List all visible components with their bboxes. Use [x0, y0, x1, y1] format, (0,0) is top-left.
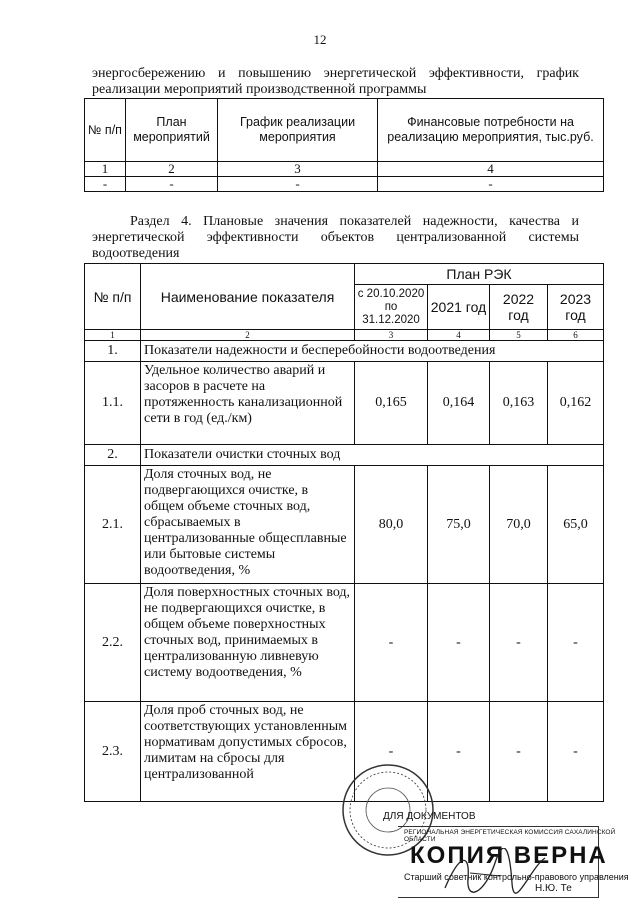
row-number: 2.3. [85, 702, 141, 802]
value-cell: - [490, 584, 548, 702]
col-header-plan-group: План РЭК [355, 264, 604, 285]
col-header-period: с 20.10.2020 по 31.12.2020 [355, 285, 428, 330]
col-header-num: № п/п [85, 99, 126, 162]
program-table [84, 98, 604, 192]
indicator-name: Доля сточных вод, не подвергающихся очистке, в общем объеме сточных вод, сбрасываемых в централизованные общесплавные или бытовые системы водоотведения, % [141, 466, 355, 584]
number-cell: 2 [126, 162, 218, 177]
indicators-table [84, 263, 604, 802]
value-cell: 65,0 [548, 466, 604, 584]
value-cell: - [355, 584, 428, 702]
value-cell: - [490, 702, 548, 802]
number-cell: 5 [490, 330, 548, 341]
col-header-schedule: График реализации мероприятия [218, 99, 378, 162]
section-row [85, 341, 604, 362]
table-cell: - [378, 177, 604, 192]
indicator-name: Доля поверхностных сточных вод, не подвергающихся очистке, в общем объеме поверхностных сточных вод, принимаемых в централизованную ливневую систему водоотведения, % [141, 584, 355, 702]
number-cell: 1 [85, 162, 126, 177]
row-number: 1. [85, 341, 141, 362]
section-name: Показатели надежности и бесперебойности водоотведения [141, 341, 604, 362]
table-cell: - [126, 177, 218, 192]
value-cell: - [428, 584, 490, 702]
section-name: Показатели очистки сточных вод [141, 445, 604, 466]
row-number: 2.2. [85, 584, 141, 702]
indicator-name: Доля проб сточных вод, не соответствующих установленным нормативам допустимых сбросов, лимитам на сбросы для централизованной [141, 702, 355, 802]
value-cell: 0,164 [428, 362, 490, 445]
number-cell: 2 [141, 330, 355, 341]
section-4-title: Раздел 4. Плановые значения показателей надежности, качества и энергетической эффективности объектов централизованной системы водоотведения [92, 214, 579, 261]
table-row [85, 177, 604, 192]
signature-icon [440, 848, 550, 898]
row-number: 2.1. [85, 466, 141, 584]
number-row [85, 162, 604, 177]
value-cell: 0,162 [548, 362, 604, 445]
value-cell: - [355, 702, 428, 802]
value-cell: - [548, 702, 604, 802]
col-header-finance: Финансовые потребности на реализацию мероприятия, тыс.руб. [378, 99, 604, 162]
seal-label: ДЛЯ ДОКУМЕНТОВ [383, 811, 476, 822]
number-cell: 4 [378, 162, 604, 177]
number-cell: 4 [428, 330, 490, 341]
row-number: 2. [85, 445, 141, 466]
table-cell: - [218, 177, 378, 192]
section-row [85, 445, 604, 466]
stamp-name: Н.Ю. Те [535, 883, 572, 894]
col-header-period: 2021 год [428, 285, 490, 330]
value-cell: - [428, 702, 490, 802]
number-cell: 1 [85, 330, 141, 341]
value-cell: 70,0 [490, 466, 548, 584]
col-header-name: Наименование показателя [141, 264, 355, 330]
table-row [85, 584, 604, 702]
col-header-period: 2022 год [490, 285, 548, 330]
value-cell: 80,0 [355, 466, 428, 584]
stamp-position: Старший советник контрольно-правового управления [404, 872, 629, 882]
table-row [85, 362, 604, 445]
value-cell: 0,163 [490, 362, 548, 445]
col-header-plan: План мероприятий [126, 99, 218, 162]
col-header-num: № п/п [85, 264, 141, 330]
value-cell: - [548, 584, 604, 702]
number-cell: 3 [218, 162, 378, 177]
number-cell: 3 [355, 330, 428, 341]
table-row [85, 466, 604, 584]
indicator-name: Удельное количество аварий и засоров в расчете на протяженность канализационной сети в год (ед./км) [141, 362, 355, 445]
number-row [85, 330, 604, 341]
table-cell: - [85, 177, 126, 192]
number-cell: 6 [548, 330, 604, 341]
col-header-period: 2023 год [548, 285, 604, 330]
page-number: 12 [313, 32, 327, 47]
intro-paragraph: энергосбережению и повышению энергетической эффективности, график реализации мероприятий производственной программы [92, 66, 579, 97]
value-cell: 0,165 [355, 362, 428, 445]
stamp-organization: РЕГИОНАЛЬНАЯ ЭНЕРГЕТИЧЕСКАЯ КОМИССИЯ САХАЛИНСКОЙ ОБЛАСТИ [404, 829, 616, 843]
stamp-title: КОПИЯ ВЕРНА [410, 842, 608, 869]
row-number: 1.1. [85, 362, 141, 445]
value-cell: 75,0 [428, 466, 490, 584]
